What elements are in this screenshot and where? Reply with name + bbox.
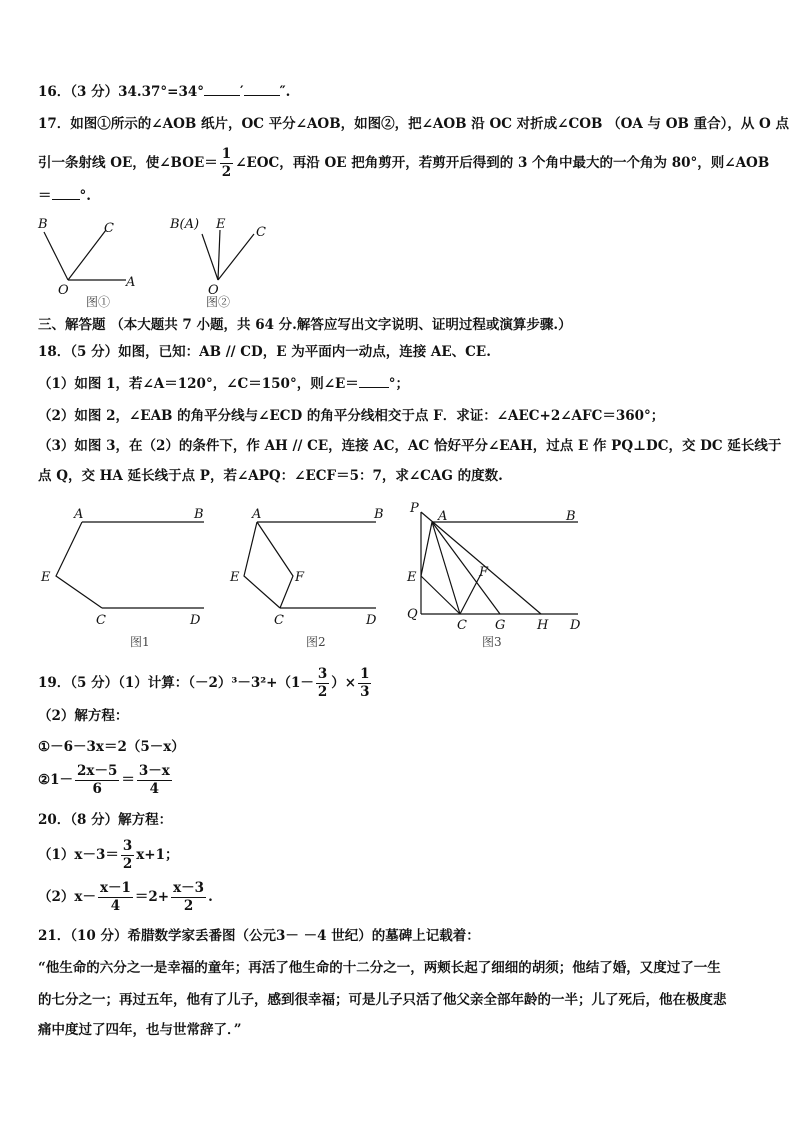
denominator: 2 — [221, 164, 232, 180]
denominator: 2 — [183, 898, 194, 914]
q17-line1: 17．如图①所示的∠AOB 纸片，OC 平分∠AOB，如图②，把∠AOB 沿 OC 对折成∠COB （OA 与 OB 重合），从 O 点 — [38, 116, 790, 132]
label-b: B — [566, 509, 576, 524]
minute-mark: ′ — [240, 84, 244, 100]
q17-text: ∠EOC，再沿 OE 把角剪开，若剪开后得到的 3 个角中最大的一个角为 80°，则∠AOB — [235, 155, 770, 171]
figure-17 — [30, 212, 290, 312]
q17-text: ＝ — [38, 188, 52, 204]
figure-17-2 — [169, 217, 266, 309]
caption: 图① — [86, 295, 111, 309]
fraction — [171, 880, 206, 915]
fraction — [98, 880, 133, 915]
label-e: E — [230, 570, 240, 585]
q18-text: °； — [388, 376, 410, 392]
section-heading: 三、解答题 （本大题共 7 小题，共 64 分.解答应写出文字说明、证明过程或演算步骤.） — [38, 317, 572, 333]
label-b: B — [374, 507, 384, 522]
path-aec — [244, 522, 280, 608]
caption: 图1 — [130, 635, 150, 649]
fraction — [220, 146, 233, 181]
q19-text: ）× — [331, 675, 357, 691]
label-e: E — [41, 570, 51, 585]
fraction — [316, 666, 329, 701]
ray-oc — [218, 234, 254, 280]
answer-blank[interactable] — [204, 82, 240, 96]
q18-part2: （2）如图 2，∠EAB 的角平分线与∠ECD 的角平分线相交于点 F．求证：∠AEC+2∠AFC＝360°； — [38, 408, 665, 424]
label-f: F — [479, 565, 489, 580]
q17-text: 引一条射线 OE，使∠BOE＝ — [38, 155, 218, 171]
q16-line — [38, 82, 290, 102]
q20-eq2 — [38, 878, 213, 916]
q18-part1 — [38, 374, 409, 394]
label-c: C — [104, 221, 114, 236]
answer-blank[interactable] — [52, 186, 80, 200]
q20-text: （2）x－ — [38, 889, 96, 905]
label-a: A — [252, 507, 262, 522]
q19-text: ②1－ — [38, 772, 73, 788]
label-o: O — [208, 283, 219, 298]
ray-oc — [68, 230, 106, 280]
fraction — [358, 666, 371, 701]
q17-line2 — [38, 146, 769, 181]
label-d: D — [570, 618, 581, 633]
q18-part3-line1: （3）如图 3，在（2）的条件下，作 AH // CE，连接 AC，AC 恰好平分∠EAH，过点 E 作 PQ⊥DC，交 DC 延长线于 — [38, 438, 782, 454]
q21-text-line2: 的七分之一；再过五年，他有了儿子，感到很幸福；可是儿子只活了他父亲全部年龄的一半；儿了死后，他在极度悲 — [38, 992, 727, 1008]
q19-line2: （2）解方程： — [38, 708, 129, 724]
answer-blank[interactable] — [359, 374, 389, 388]
q20-text: . — [208, 889, 213, 905]
answer-blank[interactable] — [244, 82, 280, 96]
q19-line1 — [38, 664, 373, 702]
q16-text: 16．（3 分）34.37°=34° — [38, 84, 205, 100]
numerator: 3 — [317, 666, 328, 682]
numerator: x－3 — [173, 880, 205, 896]
ray-ob — [44, 232, 68, 280]
label-o: O — [58, 283, 69, 298]
label-c: C — [457, 618, 467, 633]
numerator: 2x－5 — [77, 763, 118, 779]
denominator: 2 — [317, 684, 328, 700]
numerator: 1 — [360, 666, 370, 682]
label-e: E — [216, 217, 226, 232]
ray-ob — [202, 234, 218, 280]
label-h: H — [537, 618, 549, 633]
label-p: P — [410, 501, 419, 516]
figure-17-1 — [37, 217, 135, 309]
label-f: F — [295, 570, 305, 585]
label-a: A — [438, 509, 448, 524]
q17-text: °. — [79, 188, 91, 204]
q20-text: （1）x－3＝ — [38, 847, 119, 863]
numerator: x－1 — [99, 880, 131, 896]
numerator: 3 — [122, 838, 133, 854]
q21-head: 21．（10 分）希腊数学家丢番图（公元3－ －4 世纪）的墓碑上记载着： — [38, 928, 480, 944]
q20-eq1 — [38, 836, 179, 874]
q19-eq2 — [38, 761, 174, 799]
denominator: 6 — [92, 781, 102, 797]
label-c: C — [256, 225, 266, 240]
label-ba: B(A) — [170, 217, 200, 232]
label-c: C — [96, 613, 106, 628]
q20-text: ＝2+ — [134, 889, 170, 905]
denominator: 4 — [149, 781, 160, 797]
q19-text: 19．（5 分）（1）计算：（－2）³－3²+（1－ — [38, 675, 314, 691]
line-ae — [421, 522, 432, 576]
q18-head: 18．（5 分）如图，已知：AB // CD，E 为平面内一动点，连接 AE、CE. — [38, 344, 491, 360]
denominator: 2 — [122, 856, 133, 872]
line-ph — [421, 512, 541, 614]
numerator: 3－x — [138, 763, 170, 779]
figure-18-1 — [40, 507, 204, 649]
q20-text: x+1； — [136, 847, 179, 863]
fraction — [75, 763, 119, 798]
label-q: Q — [407, 607, 418, 622]
fraction — [121, 838, 134, 873]
q17-line3 — [38, 186, 91, 206]
numerator: 1 — [221, 146, 232, 162]
caption: 图2 — [306, 635, 326, 649]
label-d: D — [366, 613, 377, 628]
q18-part3-line2: 点 Q，交 HA 延长线于点 P，若∠APQ：∠ECF＝5：7，求∠CAG 的度数. — [38, 468, 503, 484]
caption: 图② — [206, 295, 231, 309]
line-ag — [432, 522, 500, 614]
path-afc — [257, 522, 293, 608]
fraction — [137, 763, 172, 798]
label-a: A — [126, 275, 136, 290]
label-e: E — [407, 570, 417, 585]
figure-18-2 — [229, 507, 384, 649]
line-cf — [460, 574, 481, 614]
denominator: 3 — [360, 684, 370, 700]
label-a: A — [74, 507, 84, 522]
q21-text-line3: 痛中度过了四年，也与世常辞了．” — [38, 1022, 242, 1038]
label-d: D — [190, 613, 201, 628]
figure-18 — [30, 500, 590, 655]
figure-18-3 — [406, 501, 581, 649]
path-aec — [56, 522, 102, 608]
caption: 图3 — [482, 635, 502, 649]
q19-text: ＝ — [121, 772, 135, 788]
label-c: C — [274, 613, 284, 628]
q20-head: 20．（8 分）解方程： — [38, 812, 173, 828]
q18-text: （1）如图 1，若∠A＝120°，∠C＝150°，则∠E＝ — [38, 376, 359, 392]
ray-oe — [218, 230, 220, 280]
q19-eq1: ①－6－3x＝2（5－x） — [38, 739, 185, 755]
label-g: G — [495, 618, 506, 633]
label-b: B — [194, 507, 204, 522]
label-b: B — [38, 217, 48, 232]
q21-text-line1: “他生命的六分之一是幸福的童年；再活了他生命的十二分之一，两颊长起了细细的胡须；他结了婚，又度过了一生 — [38, 960, 721, 976]
second-mark: ″. — [279, 84, 291, 100]
denominator: 4 — [110, 898, 121, 914]
